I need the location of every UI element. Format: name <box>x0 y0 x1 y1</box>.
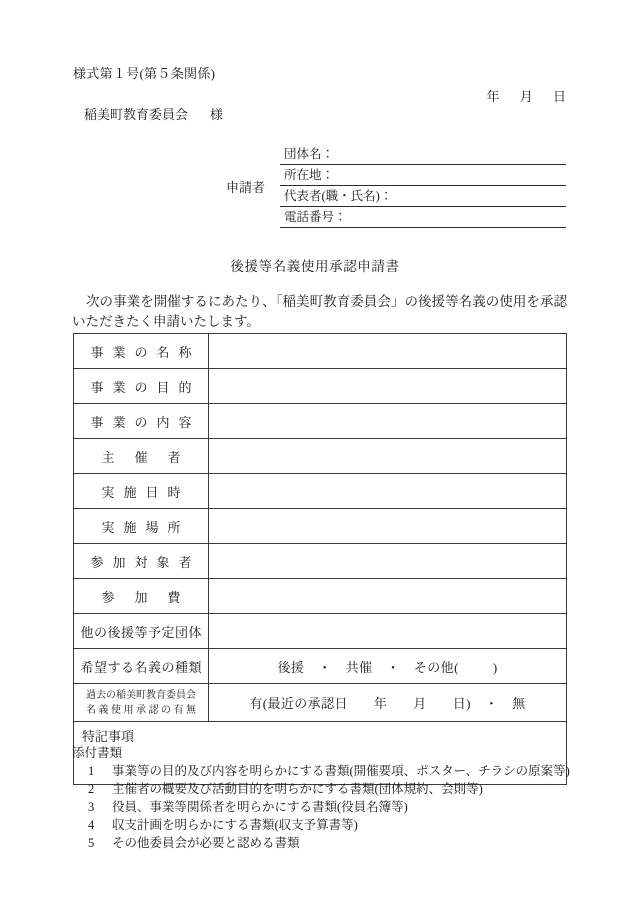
attachment-list <box>72 762 572 852</box>
date-day: 日 <box>552 89 566 104</box>
document-title: 後援等名義使用承認申請書 <box>230 259 400 274</box>
date-month: 月 <box>519 89 533 104</box>
separator-1: ・ <box>318 659 332 675</box>
list-item <box>72 816 572 834</box>
name-type-options <box>209 657 566 676</box>
separator-2: ・ <box>386 659 400 675</box>
list-item <box>72 834 572 852</box>
row-label-past-approval: 過去の稲美町教育委員会 名義使用承認の有無 <box>74 684 209 722</box>
application-form-table <box>73 333 567 785</box>
date-year: 年 <box>486 89 500 104</box>
form-number: 様式第１号(第５条関係) <box>73 66 216 81</box>
row-label-event-datetime: 実施日時 <box>74 474 209 509</box>
option-no[interactable]: 無 <box>512 696 526 711</box>
row-value-event-datetime[interactable] <box>209 474 567 509</box>
table-row <box>74 474 567 509</box>
list-item <box>72 762 572 780</box>
row-value-project-name[interactable] <box>209 334 567 369</box>
row-value-project-content[interactable] <box>209 404 567 439</box>
attachment-text: 主催者の概要及び活動目的を明らかにする書類(団体規約、会則等) <box>112 782 483 796</box>
attachments-title: 添付書類 <box>72 746 123 760</box>
table-row <box>74 509 567 544</box>
row-label-project-content: 事業の内容 <box>74 404 209 439</box>
row-label-project-name: 事業の名称 <box>74 334 209 369</box>
row-label-other-sponsors: 他の後援等予定団体 <box>74 614 209 649</box>
applicant-fields <box>280 144 566 228</box>
row-label-participation-fee: 参加費 <box>74 579 209 614</box>
applicant-field-organization[interactable]: 団体名： <box>280 144 566 165</box>
list-item <box>72 798 572 816</box>
attachment-number: 1 <box>88 764 95 778</box>
option-other-close: ) <box>492 659 498 675</box>
row-value-event-location[interactable] <box>209 509 567 544</box>
addressee <box>84 104 223 123</box>
table-row <box>74 684 567 722</box>
row-value-project-purpose[interactable] <box>209 369 567 404</box>
table-row <box>74 334 567 369</box>
option-kouen[interactable]: 後援 <box>277 659 305 675</box>
separator-3: ・ <box>484 696 499 711</box>
applicant-field-address[interactable]: 所在地： <box>280 165 566 186</box>
row-value-organizer[interactable] <box>209 439 567 474</box>
attachment-text: その他委員会が必要と認める書類 <box>112 836 300 850</box>
row-label-name-type: 希望する名義の種類 <box>74 649 209 684</box>
table-row <box>74 579 567 614</box>
row-value-other-sponsors[interactable] <box>209 614 567 649</box>
row-value-target-participants[interactable] <box>209 544 567 579</box>
row-value-participation-fee[interactable] <box>209 579 567 614</box>
list-item <box>72 780 572 798</box>
option-yes[interactable]: 有(最近の承認日 <box>249 696 348 711</box>
past-approval-options <box>209 693 566 712</box>
table-row <box>74 439 567 474</box>
table-row <box>74 369 567 404</box>
row-label-event-location: 実施場所 <box>74 509 209 544</box>
row-label-organizer: 主催者 <box>74 439 209 474</box>
applicant-label: 申請者 <box>226 179 266 195</box>
table-row <box>74 404 567 439</box>
attachment-number: 2 <box>88 782 95 796</box>
table-row <box>74 614 567 649</box>
applicant-block <box>226 144 566 228</box>
row-notes[interactable]: 特記事項 <box>74 722 567 785</box>
past-approval-year: 年 <box>373 696 388 711</box>
attachment-number: 4 <box>88 818 95 832</box>
applicant-field-representative[interactable]: 代表者(職・氏名)： <box>280 186 566 207</box>
date-line <box>486 86 566 105</box>
row-value-name-type[interactable] <box>209 649 567 684</box>
past-approval-day: 日) <box>452 696 471 711</box>
attachment-number: 3 <box>88 800 95 814</box>
addressee-honorific: 様 <box>210 107 224 122</box>
row-value-past-approval[interactable] <box>209 684 567 722</box>
addressee-name: 稲美町教育委員会 <box>84 107 189 122</box>
attachments-section <box>72 745 572 852</box>
table-row <box>74 544 567 579</box>
attachment-text: 事業等の目的及び内容を明らかにする書類(開催要項、ポスター、チラシの原案等) <box>112 764 570 778</box>
attachment-text: 収支計画を明らかにする書類(収支予算書等) <box>112 818 358 832</box>
lead-paragraph: 次の事業を開催するにあたり、「稲美町教育委員会」の後援等名義の使用を承認いただきたく申請いたします。 <box>72 294 567 329</box>
applicant-field-phone[interactable]: 電話番号： <box>280 207 566 228</box>
option-kyousai[interactable]: 共催 <box>345 659 373 675</box>
row-label-project-purpose: 事業の目的 <box>74 369 209 404</box>
attachment-text: 役員、事業等関係者を明らかにする書類(役員名簿等) <box>112 800 408 814</box>
attachment-number: 5 <box>88 836 95 850</box>
option-other[interactable]: その他( <box>413 659 459 675</box>
past-approval-month: 月 <box>413 696 427 711</box>
row-label-target-participants: 参加対象者 <box>74 544 209 579</box>
table-row <box>74 649 567 684</box>
